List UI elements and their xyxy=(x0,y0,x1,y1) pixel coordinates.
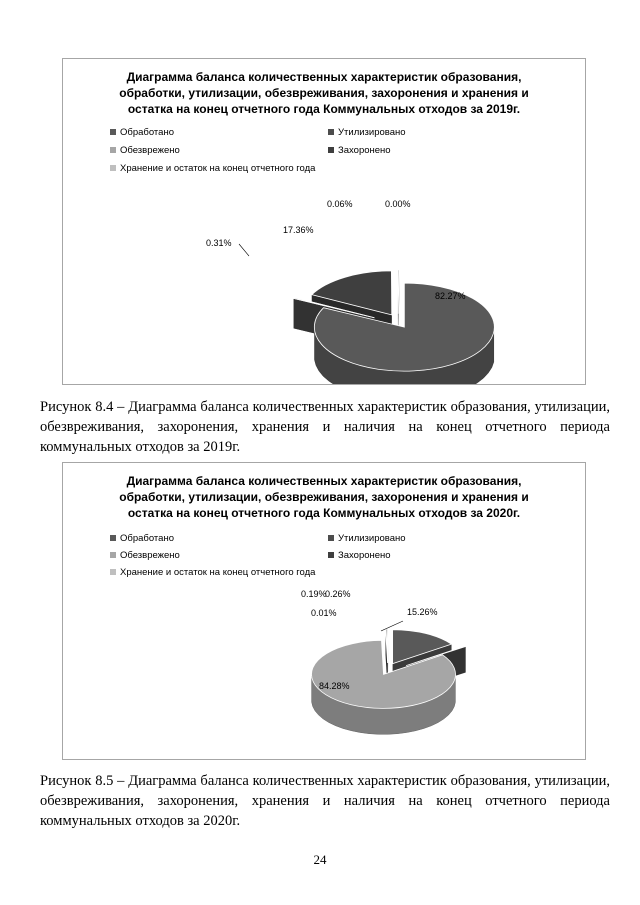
pie-data-label: 0.26% xyxy=(325,589,351,599)
legend-label: Утилизировано xyxy=(338,533,406,544)
pie-data-label: 84.28% xyxy=(319,681,350,691)
chart-title-line: обработки, утилизации, обезвреживания, захоронения и хранения и xyxy=(119,86,529,100)
legend-label: Обезврежено xyxy=(120,145,180,156)
pie-data-label: 0.31% xyxy=(206,238,232,248)
chart-2019 xyxy=(62,58,586,385)
legend-label: Захоронено xyxy=(338,550,391,561)
legend-label: Утилизировано xyxy=(338,127,406,138)
legend-label: Обезврежено xyxy=(120,550,180,561)
pie-data-label: 0.01% xyxy=(311,608,337,618)
legend-label: Обработано xyxy=(120,127,174,138)
page-number: 24 xyxy=(313,852,327,867)
pie-data-label: 15.26% xyxy=(407,607,438,617)
pie-data-label: 82.27% xyxy=(435,291,466,301)
chart-title-line: остатка на конец отчетного года Коммунальных отходов за 2020г. xyxy=(127,506,521,520)
pie-chart-2020 xyxy=(63,463,585,759)
chart-title-line: остатка на конец отчетного года Коммунальных отходов за 2019г. xyxy=(127,102,521,116)
chart-title-line: Диаграмма баланса количественных характеристик образования, xyxy=(126,70,522,84)
legend-label: Хранение и остаток на конец отчетного года xyxy=(120,567,316,578)
legend-label: Захоронено xyxy=(338,145,391,156)
figure-caption: Рисунок 8.5 – Диаграмма баланса количественных характеристик образования, утилизации, обезвреживания, захоронения, хранения и наличия на конец отчетного периода коммунальных отходов за 2020г. xyxy=(40,773,610,829)
pie-data-label: 0.00% xyxy=(385,199,411,209)
chart-2020 xyxy=(62,462,586,760)
chart-title-line: обработки, утилизации, обезвреживания, захоронения и хранения и xyxy=(119,490,529,504)
pie-data-label: 0.19% xyxy=(301,589,327,599)
chart-title-line: Диаграмма баланса количественных характеристик образования, xyxy=(126,474,522,488)
legend-label: Обработано xyxy=(120,533,174,544)
leader-line xyxy=(239,244,249,256)
figure-caption: Рисунок 8.4 – Диаграмма баланса количественных характеристик образования, утилизации, обезвреживания, захоронения, хранения и наличия на конец отчетного периода коммунальных отходов за 2019г. xyxy=(40,399,610,455)
pie-data-label: 0.06% xyxy=(327,199,353,209)
pie-data-label: 17.36% xyxy=(283,225,314,235)
legend-label: Хранение и остаток на конец отчетного года xyxy=(120,163,316,174)
pie-chart-2019 xyxy=(63,59,585,384)
